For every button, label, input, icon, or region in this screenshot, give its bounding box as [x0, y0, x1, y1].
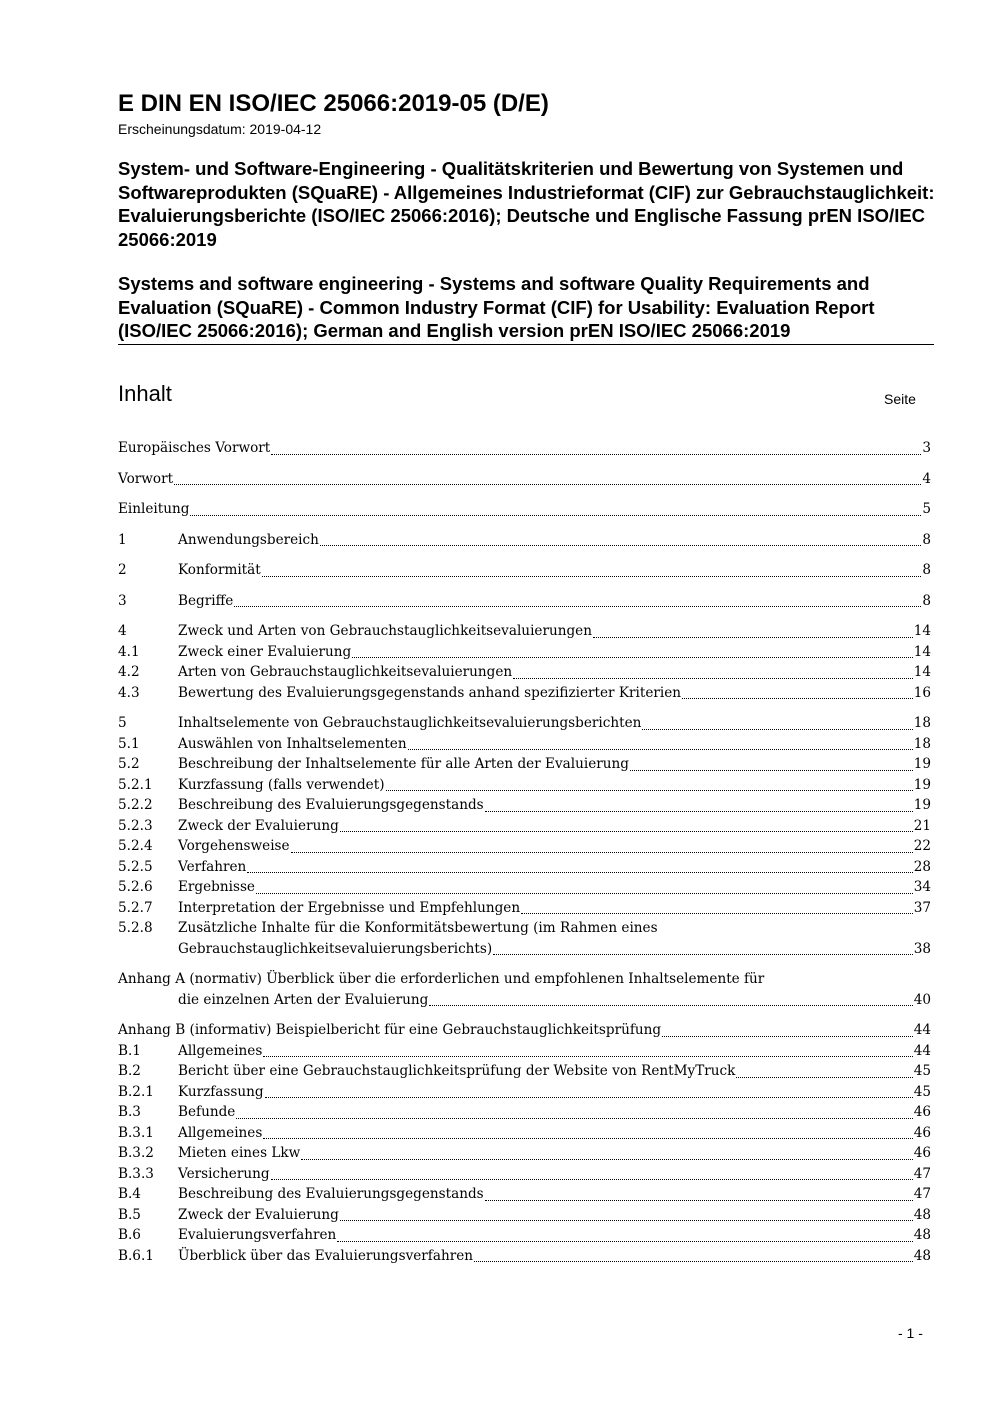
toc-entry-title: Zweck einer Evaluierung [178, 643, 352, 660]
toc-leader-dots [271, 454, 921, 455]
toc-entry[interactable] [118, 775, 931, 796]
toc-entry-number: 5.2.8 [118, 920, 153, 936]
toc-entry[interactable] [118, 816, 931, 837]
toc-leader-dots [630, 770, 913, 771]
toc-entry-number: B.2 [118, 1063, 141, 1079]
toc-entry-number: 5.1 [118, 735, 140, 752]
toc-entry[interactable] [118, 1246, 931, 1267]
toc-entry-number: B.3.1 [118, 1124, 154, 1141]
toc-entry-title: Vorgehensweise [178, 838, 290, 854]
toc-entry-page: 45 [913, 1083, 931, 1100]
toc-entry[interactable] [118, 898, 931, 919]
toc-entry-page: 3 [922, 440, 931, 456]
toc-entry-page: 8 [922, 592, 931, 609]
toc-entry-page: 46 [913, 1145, 931, 1161]
toc-leader-dots [340, 831, 913, 832]
title-divider [118, 344, 934, 345]
toc-entry-page: 5 [922, 501, 931, 517]
toc-entry-page: 48 [913, 1206, 931, 1223]
toc-entry[interactable] [118, 1225, 931, 1246]
toc-entry-number: 5 [118, 715, 127, 731]
toc-leader-dots [337, 1241, 912, 1242]
toc-entry[interactable] [118, 642, 931, 663]
toc-entry-page: 46 [913, 1104, 931, 1120]
toc-entry-title: Beschreibung des Evaluierungsgegenstands [178, 797, 484, 813]
toc-entry-page: 14 [913, 664, 931, 680]
toc-entry-title: Kurzfassung (falls verwendet) [178, 776, 385, 793]
toc-entry-page: 14 [913, 643, 931, 660]
toc-entry-page: 44 [913, 1022, 931, 1038]
toc-entry-number: 5.2.1 [118, 776, 153, 793]
toc-entry-page: 44 [913, 1042, 931, 1059]
toc-leader-dots [642, 729, 912, 730]
toc-entry-title: Befunde [178, 1104, 236, 1120]
toc-entry-number: 3 [118, 592, 127, 609]
toc-entry-page: 48 [913, 1247, 931, 1264]
toc-entry[interactable] [118, 857, 931, 878]
toc-entry-title: Auswählen von Inhaltselementen [178, 735, 407, 752]
toc-entry-title: Einleitung [118, 501, 190, 517]
toc-entry-title: Konformität [178, 562, 261, 578]
toc-entry[interactable] [118, 438, 931, 459]
toc-entry-title: Versicherung [178, 1165, 270, 1182]
toc-leader-dots [662, 1036, 913, 1037]
toc-entry-page: 21 [913, 817, 931, 834]
toc-leader-dots [263, 1056, 912, 1057]
toc-entry-title: Verfahren [178, 858, 247, 875]
toc-entry-title: Zweck und Arten von Gebrauchstauglichkeitsevaluierungen [178, 623, 592, 639]
toc-entry-page: 4 [922, 470, 931, 487]
toc-entry[interactable] [118, 836, 931, 857]
toc-entry-page: 19 [913, 776, 931, 793]
toc-entry-title: Überblick über das Evaluierungsverfahren [178, 1247, 473, 1264]
toc-entry-title-continued: die einzelnen Arten der Evaluierung [178, 991, 429, 1008]
toc-entry[interactable] [118, 1082, 931, 1103]
toc-entry-page: 37 [913, 899, 931, 916]
toc-leader-dots [340, 1220, 913, 1221]
toc-entry-page: 40 [913, 991, 931, 1008]
toc-entry-title: Zweck der Evaluierung [178, 817, 339, 834]
toc-entry-title: Mieten eines Lkw [178, 1145, 301, 1161]
toc-entry[interactable] [118, 469, 931, 490]
toc-entry-title-continued: Gebrauchstauglichkeitsevaluierungsberichts) [178, 940, 493, 957]
toc-leader-dots [234, 606, 921, 607]
toc-entry-title: Anhang A (normativ) Überblick über die erforderlichen und empfohlenen Inhaltselemente für [118, 971, 765, 987]
toc-entry-page: 38 [913, 940, 931, 957]
toc-entry-number: B.5 [118, 1206, 141, 1223]
toc-entry-page: 22 [913, 838, 931, 854]
toc-entry-title: Ergebnisse [178, 879, 255, 895]
toc-entry[interactable] [118, 754, 931, 775]
toc-entry[interactable] [118, 560, 931, 581]
toc-entry[interactable] [118, 1123, 931, 1144]
toc-entry-number: 5.2.5 [118, 858, 153, 875]
document-id: E DIN EN ISO/IEC 25066:2019-05 (D/E) [118, 90, 549, 117]
toc-entry-title: Allgemeines [178, 1124, 263, 1141]
toc-entry-number: 5.2.6 [118, 879, 153, 895]
toc-entry-page: 19 [913, 797, 931, 813]
toc-entry-page: 8 [922, 562, 931, 578]
toc-entry-number: B.6.1 [118, 1247, 154, 1264]
toc-entry-title: Begriffe [178, 592, 234, 609]
toc-leader-dots [352, 657, 912, 658]
toc-leader-dots [485, 811, 913, 812]
toc-entry[interactable] [118, 713, 931, 734]
toc-leader-dots [593, 637, 913, 638]
toc-entry-number: 1 [118, 531, 127, 548]
toc-entry-page: 45 [913, 1063, 931, 1079]
toc-heading: Inhalt [118, 381, 172, 406]
toc-entry-page: 47 [913, 1186, 931, 1202]
toc-entry-title: Kurzfassung [178, 1083, 264, 1100]
toc-entry-title: Evaluierungsverfahren [178, 1227, 337, 1243]
toc-entry-page: 34 [913, 879, 931, 895]
toc-entry-number: B.3 [118, 1104, 141, 1120]
toc-leader-dots [513, 678, 913, 679]
toc-entry[interactable] [118, 591, 931, 612]
toc-entry[interactable] [118, 1143, 931, 1164]
toc-leader-dots [301, 1159, 912, 1160]
title-english: Systems and software engineering - Systems and software Quality Requirements and Evaluation (SQuaRE) - Common Industry Format (CIF) for Usability: Evaluation Report (ISO/IEC 25066:2016); German and English version prEN ISO/IEC 25066:2019 [118, 273, 875, 341]
toc-leader-dots [485, 1200, 913, 1201]
toc-entry-title: Bewertung des Evaluierungsgegenstands anhand spezifizierter Kriterien [178, 684, 682, 701]
toc-leader-dots [236, 1118, 912, 1119]
toc-entry[interactable] [118, 877, 931, 898]
toc-leader-dots [521, 913, 913, 914]
toc-entry-page: 18 [913, 715, 931, 731]
toc-entry-title: Beschreibung des Evaluierungsgegenstands [178, 1186, 484, 1202]
toc-entry-title: Vorwort [118, 470, 174, 487]
toc-leader-dots [190, 515, 921, 516]
toc-entry[interactable] [118, 1102, 931, 1123]
toc-leader-dots [386, 790, 913, 791]
toc-leader-dots [682, 698, 913, 699]
toc-entry-page: 48 [913, 1227, 931, 1243]
toc-entry[interactable] [118, 621, 931, 642]
toc-entry[interactable] [118, 1184, 931, 1205]
toc-leader-dots [174, 484, 921, 485]
toc-entry[interactable] [118, 530, 931, 551]
toc-entry-title: Beschreibung der Inhaltselemente für alle Arten der Evaluierung [178, 756, 629, 772]
toc-leader-dots [271, 1179, 913, 1180]
toc-leader-dots [256, 893, 913, 894]
toc-entry[interactable] [118, 969, 931, 1010]
toc-entry-number: 4 [118, 623, 127, 639]
toc-entry-page: 8 [922, 531, 931, 548]
toc-entry[interactable] [118, 795, 931, 816]
toc-entry-title: Allgemeines [178, 1042, 263, 1059]
title-german: System- und Software-Engineering - Qualitätskriterien und Bewertung von Systemen und Softwareprodukten (SQuaRE) - Allgemeines Industrieformat (CIF) zur Gebrauchstauglichkeit: Evaluierungsberichte (ISO/IEC 25066:2016); Deutsche und Englische Fassung prEN ISO/IEC 25066:2019 [118, 158, 935, 250]
toc-entry[interactable] [118, 683, 931, 704]
toc-leader-dots [247, 872, 912, 873]
toc-entry-number: B.4 [118, 1186, 141, 1202]
toc-entry[interactable] [118, 1164, 931, 1185]
toc-entry[interactable] [118, 1020, 931, 1041]
toc-entry-page: 46 [913, 1124, 931, 1141]
toc-leader-dots [493, 954, 913, 955]
toc-entry-page: 16 [913, 684, 931, 701]
toc-leader-dots [474, 1261, 913, 1262]
toc-entry[interactable] [118, 1205, 931, 1226]
publication-date: Erscheinungsdatum: 2019-04-12 [118, 121, 322, 137]
toc-entry-title: Bericht über eine Gebrauchstauglichkeitsprüfung der Website von RentMyTruck [178, 1063, 736, 1079]
toc-entry-page: 19 [913, 756, 931, 772]
toc-leader-dots [408, 749, 913, 750]
toc-page-column-label: Seite [884, 391, 916, 407]
toc-entry-number: 5.2.3 [118, 817, 153, 834]
toc-entry-title: Anwendungsbereich [178, 531, 319, 548]
toc-entry[interactable] [118, 499, 931, 520]
toc-entry[interactable] [118, 1061, 931, 1082]
toc-entry-number: B.3.3 [118, 1165, 154, 1182]
toc-entry[interactable] [118, 1041, 931, 1062]
toc-entry-number: 5.2.4 [118, 838, 153, 854]
toc-entry[interactable] [118, 734, 931, 755]
toc-entry[interactable] [118, 662, 931, 683]
toc-entry-title: Inhaltselemente von Gebrauchstauglichkeitsevaluierungsberichten [178, 715, 642, 731]
toc-entry-page: 18 [913, 735, 931, 752]
toc-leader-dots [263, 1138, 912, 1139]
page-number: - 1 - [898, 1325, 923, 1341]
toc-entry-title: Anhang B (informativ) Beispielbericht für eine Gebrauchstauglichkeitsprüfung [118, 1022, 662, 1038]
toc-entry-title: Europäisches Vorwort [118, 440, 271, 456]
toc-entry-title: Interpretation der Ergebnisse und Empfehlungen [178, 899, 521, 916]
toc-leader-dots [429, 1005, 912, 1006]
toc-entry-number: B.2.1 [118, 1083, 154, 1100]
toc-entry-number: 4.2 [118, 664, 140, 680]
toc-entry-number: 5.2 [118, 756, 140, 772]
toc-entry-number: 4.1 [118, 643, 140, 660]
toc-entry-page: 14 [913, 623, 931, 639]
toc-entry-number: B.1 [118, 1042, 141, 1059]
toc-entry-number: B.3.2 [118, 1145, 154, 1161]
toc-entry-title: Zusätzliche Inhalte für die Konformitätsbewertung (im Rahmen eines [178, 920, 658, 936]
toc-leader-dots [291, 852, 913, 853]
toc-leader-dots [320, 545, 921, 546]
toc-entry-number: 4.3 [118, 684, 140, 701]
toc-entry-number: 5.2.7 [118, 899, 153, 916]
toc-entry-page: 47 [913, 1165, 931, 1182]
toc-entry[interactable] [118, 918, 931, 959]
table-of-contents [118, 438, 931, 1266]
toc-entry-number: 2 [118, 562, 127, 578]
toc-leader-dots [736, 1077, 912, 1078]
toc-entry-title: Arten von Gebrauchstauglichkeitsevaluierungen [178, 664, 513, 680]
toc-leader-dots [265, 1097, 913, 1098]
toc-entry-number: B.6 [118, 1227, 141, 1243]
toc-entry-number: 5.2.2 [118, 797, 153, 813]
toc-entry-page: 28 [913, 858, 931, 875]
toc-entry-title: Zweck der Evaluierung [178, 1206, 339, 1223]
toc-leader-dots [262, 576, 922, 577]
